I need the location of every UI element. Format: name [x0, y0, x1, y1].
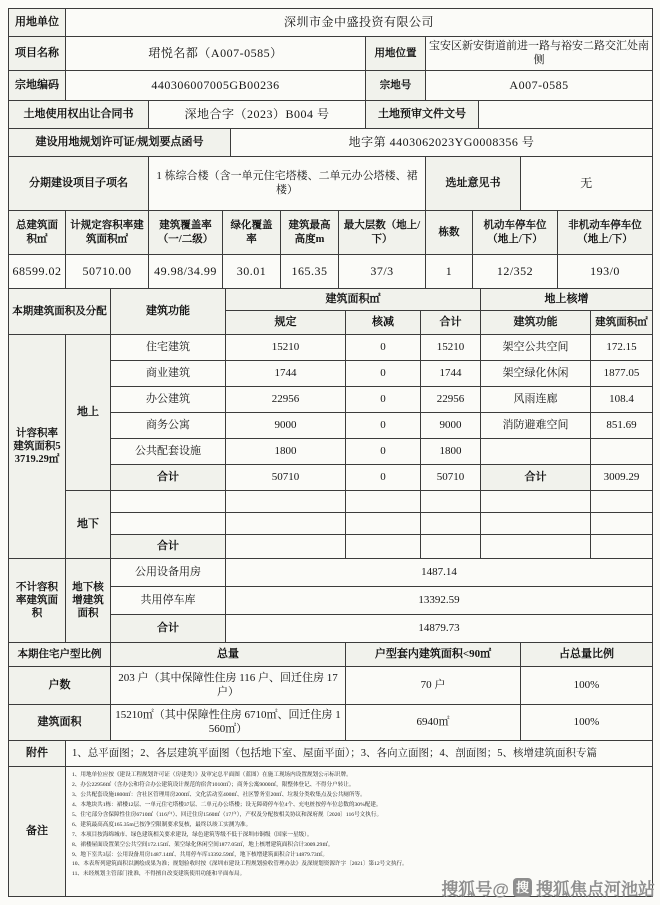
total-cell — [421, 491, 481, 513]
land-user-label: 用地单位 — [9, 9, 66, 37]
underground-bonus-label: 地下核增建筑面积 — [66, 559, 111, 643]
site-opinion-value: 无 — [521, 157, 653, 211]
reg-cell — [226, 535, 346, 559]
bonus-area-cell — [591, 439, 653, 465]
project-name-label: 项目名称 — [9, 37, 66, 71]
attachments-text: 1、总平面图；2、各层建筑平面图（包括地下室、屋面平面）；3、各向立面图；4、剖面图；5、核增建筑面积专篇 — [66, 741, 653, 767]
permit-label: 建设用地规划许可证/规划要点函号 — [9, 129, 231, 157]
no-far-name-cell: 公用设备用房 — [111, 559, 226, 587]
bonus-func-cell — [481, 439, 591, 465]
deduct-cell — [346, 491, 421, 513]
func-cell: 公共配套设施 — [111, 439, 226, 465]
table-row — [9, 335, 653, 361]
bonus-func-cell: 风雨连廊 — [481, 387, 591, 413]
housing-small-cell: 70 户 — [346, 667, 521, 705]
remark-line: 3、公共配套设施1800㎡：含社区管理用房200㎡、文化活动室400㎡、社区警务室20㎡、垃圾分类收集点及公共厕所等。 — [72, 791, 366, 798]
stats-header: 非机动车停车位（地上/下） — [558, 211, 653, 255]
bonus-area-cell: 851.69 — [591, 413, 653, 439]
permit-value: 地字第 4403062023YG0008356 号 — [231, 129, 653, 157]
remark-line: 9、地下室共3层：公用设备用房1487.14㎡、共用停车库13392.59㎡，地下核增建筑面积合计14879.73㎡。 — [72, 851, 328, 858]
func-cell — [111, 513, 226, 535]
parcel-no-value: A007-0585 — [426, 71, 653, 101]
bonus-func-cell: 架空公共空间 — [481, 335, 591, 361]
remark-line: 5、住宅部分含保障性住房6710㎡（116户）、回迁住房1560㎡（17户），产权及分配按相关协议和深府规〔2020〕116号文执行。 — [72, 811, 383, 818]
bonus-func-header: 建筑功能 — [481, 311, 591, 335]
total-cell: 1744 — [421, 361, 481, 387]
housing-ratio-header: 占总量比例 — [521, 643, 653, 667]
area-header: 建筑面积㎡ — [226, 289, 481, 311]
remark-line: 8、裙楼屋面设置架空公共空间172.15㎡、架空绿化休闲空间1877.05㎡，地上核增建筑面积合计3009.29㎡。 — [72, 841, 334, 848]
stats-header: 建筑最高高度m — [281, 211, 339, 255]
bonus-area-cell — [591, 491, 653, 513]
no-far-total-value: 14879.73 — [226, 615, 653, 643]
func-cell: 住宅建筑 — [111, 335, 226, 361]
total-cell: 22956 — [421, 387, 481, 413]
housing-ratio-cell: 100% — [521, 705, 653, 741]
remarks-label: 备注 — [9, 767, 66, 897]
bonus-area-header: 建筑面积㎡ — [591, 311, 653, 335]
remark-line: 4、本地块共1栋：裙楼12层、一单元住宅塔楼37层、二单元办公塔楼；设无障碍停车位4个、充电桩按停车位总数的30%配建。 — [72, 801, 382, 808]
bonus-area-cell: 3009.29 — [591, 465, 653, 491]
above-total-label: 合计 — [111, 465, 226, 491]
location-label: 用地位置 — [366, 37, 426, 71]
bonus-area-cell: 1877.05 — [591, 361, 653, 387]
no-far-value-cell: 1487.14 — [226, 559, 653, 587]
deduct-cell: 0 — [346, 465, 421, 491]
watermark-suffix: 搜狐焦点河池站 — [536, 880, 655, 899]
pre-review-label: 土地预审文件文号 — [366, 101, 479, 129]
stats-value: 12/352 — [473, 255, 558, 289]
reg-header: 规定 — [226, 311, 346, 335]
remark-line: 10、本表所列建筑面积以测绘成果为准；规划验收时按《深圳市建设工程规划验收管理办法》及深规划资源许字〔2021〕第12号文执行。 — [72, 861, 408, 868]
no-far-table — [8, 558, 653, 643]
parcel-code-value: 440306007005GB00236 — [66, 71, 366, 101]
total-cell — [421, 513, 481, 535]
housing-total-cell: 203 户（其中保障性住房 116 户、回迁住房 17 户） — [111, 667, 346, 705]
remark-line: 11、未经规划主管部门批准，不得擅自改变建筑使用功能和平面布局。 — [72, 871, 246, 878]
contract-label: 土地使用权出让合同书 — [9, 101, 149, 129]
far-label: 计容积率建筑面积53719.29㎡ — [9, 335, 66, 559]
bonus-header: 地上核增 — [481, 289, 653, 311]
contract-value: 深地合字（2023）B004 号 — [149, 101, 366, 129]
deduct-cell: 0 — [346, 387, 421, 413]
above-ground-label: 地上 — [66, 335, 111, 491]
bonus-func-cell: 消防避难空间 — [481, 413, 591, 439]
deduct-cell: 0 — [346, 361, 421, 387]
table-row — [9, 559, 653, 587]
building-area-table — [8, 288, 653, 559]
sohu-logo-icon: 搜 — [513, 878, 532, 897]
bonus-func-cell — [481, 491, 591, 513]
attachments-table — [8, 740, 653, 767]
reg-cell: 1744 — [226, 361, 346, 387]
func-cell — [111, 491, 226, 513]
project-name-value: 珺悦名都（A007-0585） — [66, 37, 366, 71]
stats-value: 1 — [426, 255, 473, 289]
stats-value: 68599.02 — [9, 255, 66, 289]
total-cell — [421, 535, 481, 559]
housing-ratio-cell: 100% — [521, 667, 653, 705]
watermark-prefix: 搜狐号@ — [441, 880, 509, 899]
stats-header: 总建筑面积㎡ — [9, 211, 66, 255]
no-far-label: 不计容积率建筑面积 — [9, 559, 66, 643]
housing-total-header: 总量 — [111, 643, 346, 667]
deduct-cell: 0 — [346, 335, 421, 361]
stats-header: 绿化覆盖率 — [223, 211, 281, 255]
parcel-no-label: 宗地号 — [366, 71, 426, 101]
land-user-value: 深圳市金中盛投资有限公司 — [66, 9, 653, 37]
permit-table — [8, 128, 653, 157]
total-cell: 50710 — [421, 465, 481, 491]
bonus-area-cell: 172.15 — [591, 335, 653, 361]
reg-cell — [226, 513, 346, 535]
reg-cell — [226, 491, 346, 513]
watermark — [441, 875, 655, 900]
basic-info-table — [8, 8, 653, 101]
stats-header: 最大层数（地上/下） — [339, 211, 426, 255]
parcel-code-label: 宗地编码 — [9, 71, 66, 101]
location-value: 宝安区新安街道前进一路与裕安二路交汇处南侧 — [426, 37, 653, 71]
reg-cell: 22956 — [226, 387, 346, 413]
stats-value: 165.35 — [281, 255, 339, 289]
func-cell: 商业建筑 — [111, 361, 226, 387]
total-cell: 1800 — [421, 439, 481, 465]
remark-line: 1、用地单位应按《建设工程规划许可证（房建类）》及审定总平面图（蓝图）在施工现场内设置规划公示标识牌。 — [72, 772, 352, 778]
reg-cell: 9000 — [226, 413, 346, 439]
total-cell: 9000 — [421, 413, 481, 439]
housing-label: 本期住宅户型比例 — [9, 643, 111, 667]
no-far-total-label: 合计 — [111, 615, 226, 643]
site-opinion-label: 选址意见书 — [426, 157, 521, 211]
table-row — [9, 667, 653, 705]
stats-table — [8, 210, 653, 289]
contract-table — [8, 100, 653, 129]
bonus-func-cell — [481, 513, 591, 535]
housing-small-header: 户型套内建筑面积<90㎡ — [346, 643, 521, 667]
stats-header: 计规定容积率建筑面积㎡ — [66, 211, 149, 255]
stats-value: 193/0 — [558, 255, 653, 289]
housing-row-label: 户数 — [9, 667, 111, 705]
sub-project-value: 1 栋综合楼（含一单元住宅塔楼、二单元办公塔楼、裙楼） — [149, 157, 426, 211]
no-far-value-cell: 13392.59 — [226, 587, 653, 615]
bonus-func-cell: 架空绿化休闲 — [481, 361, 591, 387]
table-row — [9, 705, 653, 741]
pre-review-value — [479, 101, 653, 129]
table-row — [9, 491, 653, 513]
deduct-header: 核减 — [346, 311, 421, 335]
bonus-area-cell — [591, 535, 653, 559]
below-total-label: 合计 — [111, 535, 226, 559]
remark-line: 6、建筑最高高度165.35m已按净空限制要求复核，最终以竣工实测为准。 — [72, 821, 252, 828]
housing-row-label: 建筑面积 — [9, 705, 111, 741]
housing-ratio-table — [8, 642, 653, 741]
below-ground-label: 地下 — [66, 491, 111, 559]
reg-cell: 50710 — [226, 465, 346, 491]
permit-form — [8, 8, 652, 897]
area-section-label: 本期建筑面积及分配 — [9, 289, 111, 335]
total-header: 合计 — [421, 311, 481, 335]
bonus-total-label: 合计 — [481, 465, 591, 491]
func-header: 建筑功能 — [111, 289, 226, 335]
stats-value: 49.98/34.99 — [149, 255, 223, 289]
deduct-cell — [346, 513, 421, 535]
stats-header: 机动车停车位（地上/下） — [473, 211, 558, 255]
func-cell: 办公建筑 — [111, 387, 226, 413]
remark-line: 2、办公22956㎡（含办公和符合办公建筑设计规范的宿舍1010㎡）；商务公寓9000㎡，限整体登记、不得分户转让。 — [72, 781, 355, 788]
remark-line: 7、本项目按海绵城市、绿色建筑相关要求建设，绿色建筑等级不低于深圳市铜级（国家一星级）。 — [72, 831, 313, 838]
stats-value: 30.01 — [223, 255, 281, 289]
stats-header: 栋数 — [426, 211, 473, 255]
reg-cell: 15210 — [226, 335, 346, 361]
deduct-cell: 0 — [346, 413, 421, 439]
bonus-area-cell — [591, 513, 653, 535]
stats-header: 建筑覆盖率（一/二级） — [149, 211, 223, 255]
bonus-func-cell — [481, 535, 591, 559]
deduct-cell: 0 — [346, 439, 421, 465]
attachments-label: 附件 — [9, 741, 66, 767]
sub-project-label: 分期建设项目子项名 — [9, 157, 149, 211]
bonus-area-cell: 108.4 — [591, 387, 653, 413]
func-cell: 商务公寓 — [111, 413, 226, 439]
reg-cell: 1800 — [226, 439, 346, 465]
stats-value: 37/3 — [339, 255, 426, 289]
housing-small-cell: 6940㎡ — [346, 705, 521, 741]
housing-total-cell: 15210㎡（其中保障性住房 6710㎡、回迁住房 1560㎡） — [111, 705, 346, 741]
total-cell: 15210 — [421, 335, 481, 361]
stats-value: 50710.00 — [66, 255, 149, 289]
sub-project-table — [8, 156, 653, 211]
deduct-cell — [346, 535, 421, 559]
no-far-name-cell: 共用停车库 — [111, 587, 226, 615]
